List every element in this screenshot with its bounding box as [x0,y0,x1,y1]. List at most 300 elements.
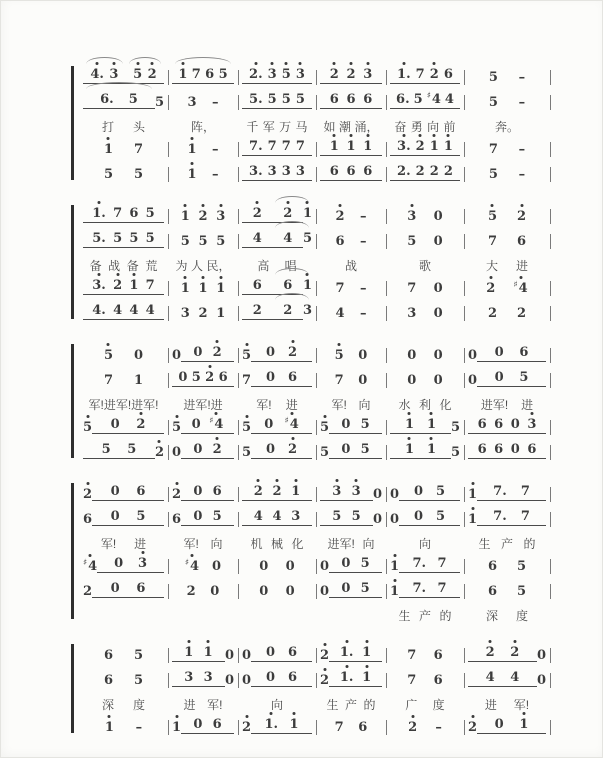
rest-note [193,443,202,456]
measure [316,666,386,691]
note-4 [185,560,199,573]
beam-group [329,443,382,459]
voice-line [79,274,550,299]
note-2 [136,418,145,431]
rest-note [511,443,520,456]
lyric-syllable: 利 [418,398,431,412]
dash-note [212,96,219,109]
note-2 [288,346,297,359]
measure [168,341,238,366]
note-5 [361,418,370,431]
octave-dot-icon [215,412,218,415]
beam-group [181,485,234,501]
note-2 [249,68,263,81]
beam-group [83,232,164,248]
note-1 [204,646,213,659]
voice-line [79,552,550,577]
note-1 [468,488,477,501]
note-6 [519,346,528,359]
digit: 0 [372,512,382,527]
digit: 6 [494,442,504,457]
system-1 [79,63,550,185]
voice-line [79,299,550,324]
digit: 6 [283,278,293,293]
digit: 0 [358,348,368,363]
rest-note [193,485,202,498]
digit: 2 [486,281,496,296]
note-2 [253,207,262,220]
octave-dot-icon [333,62,336,65]
octave-dot-icon [285,62,288,65]
digit: 3 [295,67,305,82]
note-6 [363,93,372,106]
digit: 5 [191,370,201,385]
score-systems [79,63,550,755]
digit: 6 [443,67,453,82]
octave-dot-icon [201,276,204,279]
octave-dot-icon [107,343,110,346]
digit: 2 [205,370,215,385]
measure [238,63,316,88]
digit: 1 [519,717,529,732]
digit: 7. [412,581,427,596]
digit: 6 [494,417,504,432]
measure [168,135,238,160]
lyrics-measure [386,691,464,713]
note-5 [451,446,460,459]
octave-dot-icon [519,276,522,279]
lyric-syllable: 军! [331,398,347,412]
note-1 [187,143,196,156]
digit: 3 [281,164,291,179]
note-1 [303,279,312,292]
note-5 [268,93,277,106]
beam-group [172,646,225,662]
octave-dot-icon [293,712,296,715]
beam-group [399,510,460,526]
lyric-syllable: 军! [256,398,272,412]
measure [386,577,464,602]
note-3 [352,485,361,498]
octave-dot-icon [419,134,422,137]
digit: 1 [426,442,436,457]
lyrics-measure [79,113,168,135]
octave-dot-icon [365,640,368,643]
octave-dot-icon [175,415,178,418]
lyric-syllable: 勇 [410,120,423,134]
digit: 0 [494,345,504,360]
lyric-syllable: 进 [484,698,497,712]
note-6 [172,513,181,526]
rest-note [434,235,443,248]
digit: 1 [180,281,190,296]
digit: 5 [127,442,137,457]
note-2 [198,210,207,223]
note-5 [92,232,106,245]
digit: 0 [193,442,203,457]
voice-line [79,135,550,160]
digit: 5 [488,95,498,110]
octave-dot-icon [299,62,302,65]
digit: 5 [413,92,423,107]
digit: 0 [433,306,443,321]
note-4 [253,232,262,245]
note-2 [517,210,526,223]
note-2 [397,165,411,178]
note-7 [407,649,416,662]
beam-group [242,207,272,223]
digit: 7 [415,67,425,82]
measure [168,577,238,602]
lyrics-measure [168,252,238,274]
lyric-syllable: 产 [418,609,431,623]
measure [79,160,168,185]
note-6 [136,582,145,595]
octave-dot-icon [245,415,248,418]
digit: 5 [101,442,111,457]
digit: 5 [407,234,417,249]
octave-dot-icon [447,134,450,137]
digit: 4 [289,417,299,432]
rest-note [212,560,221,573]
lyric-syllable: 人 [190,259,203,273]
note-5 [146,207,155,220]
note-6 [434,649,443,662]
digit: 1 [198,281,208,296]
digit: 7 [520,484,530,499]
octave-dot-icon [323,415,326,418]
note-2 [213,443,222,456]
digit: 6 [346,164,356,179]
note-5 [361,443,370,456]
note-2 [320,649,329,662]
note-5 [489,96,498,109]
digit: 5. [92,231,106,246]
measure [386,160,464,185]
rest-note [341,443,350,456]
measure [316,413,386,438]
note-1 [390,560,399,573]
dash-note [519,168,526,181]
note-6 [83,513,92,526]
measure [316,438,386,463]
dash-note [360,307,367,320]
beam-group [329,671,382,687]
note-2 [517,307,526,320]
digit: 0 [372,487,382,502]
octave-dot-icon [158,440,161,443]
rest-note [495,371,504,384]
note-1 [264,718,278,731]
digit: 7 [335,281,345,296]
measure [386,299,464,324]
octave-dot-icon [365,665,368,668]
digit: 0 [259,559,269,574]
digit: 6 [288,370,298,385]
note-5 [519,371,528,384]
sharp-icon: ♯ [284,416,289,426]
lyric-syllable: 军!进军!进军! [88,398,159,412]
dash-note [360,235,367,248]
digit: 2 [136,417,146,432]
digit: 6 [129,206,139,221]
note-1 [519,718,528,731]
note-5 [134,168,143,181]
measure [238,641,316,666]
lyric-syllable: 进军! [480,398,509,412]
beam-group [83,207,164,223]
digit: 1 [216,306,226,321]
measure [168,552,238,577]
beam-group [477,510,546,526]
digit: 3 [184,670,194,685]
note-2 [205,371,214,384]
measure [316,274,386,299]
beam-group [329,582,382,598]
measure [316,577,386,602]
note-5 [517,585,526,598]
digit: 2 [288,345,298,360]
lyric-syllable: 的 [439,609,452,623]
digit: 7 [334,720,344,735]
measure [168,160,238,185]
octave-dot-icon [151,62,154,65]
note-3 [184,671,193,684]
slur-arc [83,93,155,109]
note-7 [249,140,263,153]
measure [386,413,464,438]
digit: 5 [295,92,305,107]
measure [464,341,550,366]
digit: 2 [443,164,453,179]
lyrics-measure [464,113,550,135]
digit: 1. [339,645,354,660]
note-5 [361,557,370,570]
octave-dot-icon [108,715,111,718]
note-6 [104,674,113,687]
measure [464,577,550,602]
digit: 6 [358,720,368,735]
measure [386,505,464,530]
note-5 [407,235,416,248]
digit: 7 [267,139,277,154]
digit: 1 [104,720,114,735]
digit: 0 [193,717,203,732]
digit: 0 [390,487,400,502]
dash-note [519,96,526,109]
voice-line [79,366,550,391]
note-1 [340,671,354,684]
measure [316,552,386,577]
note-2 [335,210,344,223]
lyric-syllable: 军 [262,120,275,134]
measure [386,274,464,299]
octave-dot-icon [191,137,194,140]
digit: 3. [397,139,411,154]
beam-group [320,68,382,84]
octave-dot-icon [107,137,110,140]
note-2 [148,68,157,81]
lyrics-measure [386,602,464,624]
note-4 [92,304,106,317]
digit: 5 [133,67,143,82]
note-6 [100,93,114,106]
note-1 [362,671,371,684]
note-5 [216,235,225,248]
lyric-syllable: 备 [89,259,102,273]
octave-dot-icon [393,579,396,582]
lyrics-line [79,530,550,552]
lyrics-measure [79,530,168,552]
rest-note [434,349,443,362]
digit: 7 [295,139,305,154]
lyrics-line [79,602,550,624]
note-5 [332,510,341,523]
note-4 [283,232,292,245]
digit: 6 [205,67,215,82]
octave-dot-icon [112,62,115,65]
note-1 [92,207,106,220]
lyrics-measure [238,530,316,552]
note-1 [172,721,181,734]
measure [386,88,464,113]
digit: 0 [433,209,443,224]
rest-note [266,443,275,456]
digit: 2 [429,164,439,179]
measure [386,135,464,160]
digit: 5 [450,445,460,460]
note-5 [352,510,361,523]
beam-group [242,485,312,501]
digit: 5 [145,206,155,221]
beam-group [83,93,155,109]
beam-group [172,68,234,84]
beam-group [92,582,164,598]
digit: 0 [510,442,520,457]
sharp-icon: ♯ [209,416,214,426]
digit: 1 [187,142,197,157]
digit: 1 [302,206,313,221]
measure [168,202,238,227]
dash-note [519,71,526,84]
voice-line [79,505,550,530]
note-3 [204,671,213,684]
measure [238,366,316,391]
digit: – [135,720,143,735]
rest-note [390,513,399,526]
measure [316,88,386,113]
note-7 [268,140,277,153]
digit: 2 [288,442,298,457]
note-1 [427,443,436,456]
note-7 [335,374,344,387]
digit: 3. [92,278,106,293]
octave-dot-icon [136,62,139,65]
digit: – [518,167,526,182]
digit: 5 [103,167,114,182]
digit: 1. [264,717,279,732]
digit: 2 [147,67,157,82]
note-2 [172,488,181,501]
measure [316,299,386,324]
digit: 5 [281,92,291,107]
digit: 4 [518,281,528,296]
digit: 6 [487,559,498,574]
lyric-syllable: 深 [101,698,114,712]
beam-group [251,443,312,459]
note-6 [288,646,297,659]
lyric-syllable: 为 [175,259,188,273]
note-5 [296,93,305,106]
digit: 3 [138,556,148,571]
rest-note [434,374,443,387]
octave-dot-icon [430,437,433,440]
note-7 [488,235,497,248]
digit: 6 [477,442,487,457]
measure [386,438,464,463]
digit: 3 [363,67,373,82]
voice-line [79,641,550,666]
lyrics-measure [168,391,238,413]
digit: 2 [186,584,196,599]
measure [79,227,168,252]
digit: 0 [433,281,443,296]
note-4 [514,282,528,295]
rest-note [495,346,504,359]
digit: 0 [259,584,269,599]
beam-group [468,443,546,459]
rest-note [134,349,143,362]
lyric-syllable: 军! [100,537,117,551]
note-4 [335,307,344,320]
note-7 [438,582,447,595]
digit: 6 [433,673,443,688]
measure [168,227,238,252]
digit: 7 [281,139,291,154]
lyrics-measure [316,252,386,274]
voice-line [79,63,550,88]
digit: 1 [443,139,453,154]
digit: 1 [362,670,372,685]
digit: 1 [178,67,188,82]
digit: 0 [264,417,274,432]
digit: 5 [136,509,146,524]
octave-dot-icon [355,479,358,482]
rest-note [286,585,295,598]
digit: 5 [133,648,144,663]
slur-arc [272,304,312,320]
digit: 3 [351,484,361,499]
digit: 0 [320,559,330,574]
measure [464,713,550,738]
digit: 4. [90,67,104,82]
measure [238,552,316,577]
measure [386,63,464,88]
lyric-syllable: 向 [358,398,371,412]
octave-dot-icon [245,343,248,346]
digit: – [518,95,526,110]
note-2 [486,646,495,659]
rest-note [193,510,202,523]
digit: 4 [145,303,155,318]
sharp-icon: ♯ [83,558,88,568]
note-5 [155,96,164,109]
digit: 5 [212,509,222,524]
digit: 5 [450,420,460,435]
note-1 [363,140,372,153]
measure [464,552,550,577]
lyrics-measure [79,391,168,413]
